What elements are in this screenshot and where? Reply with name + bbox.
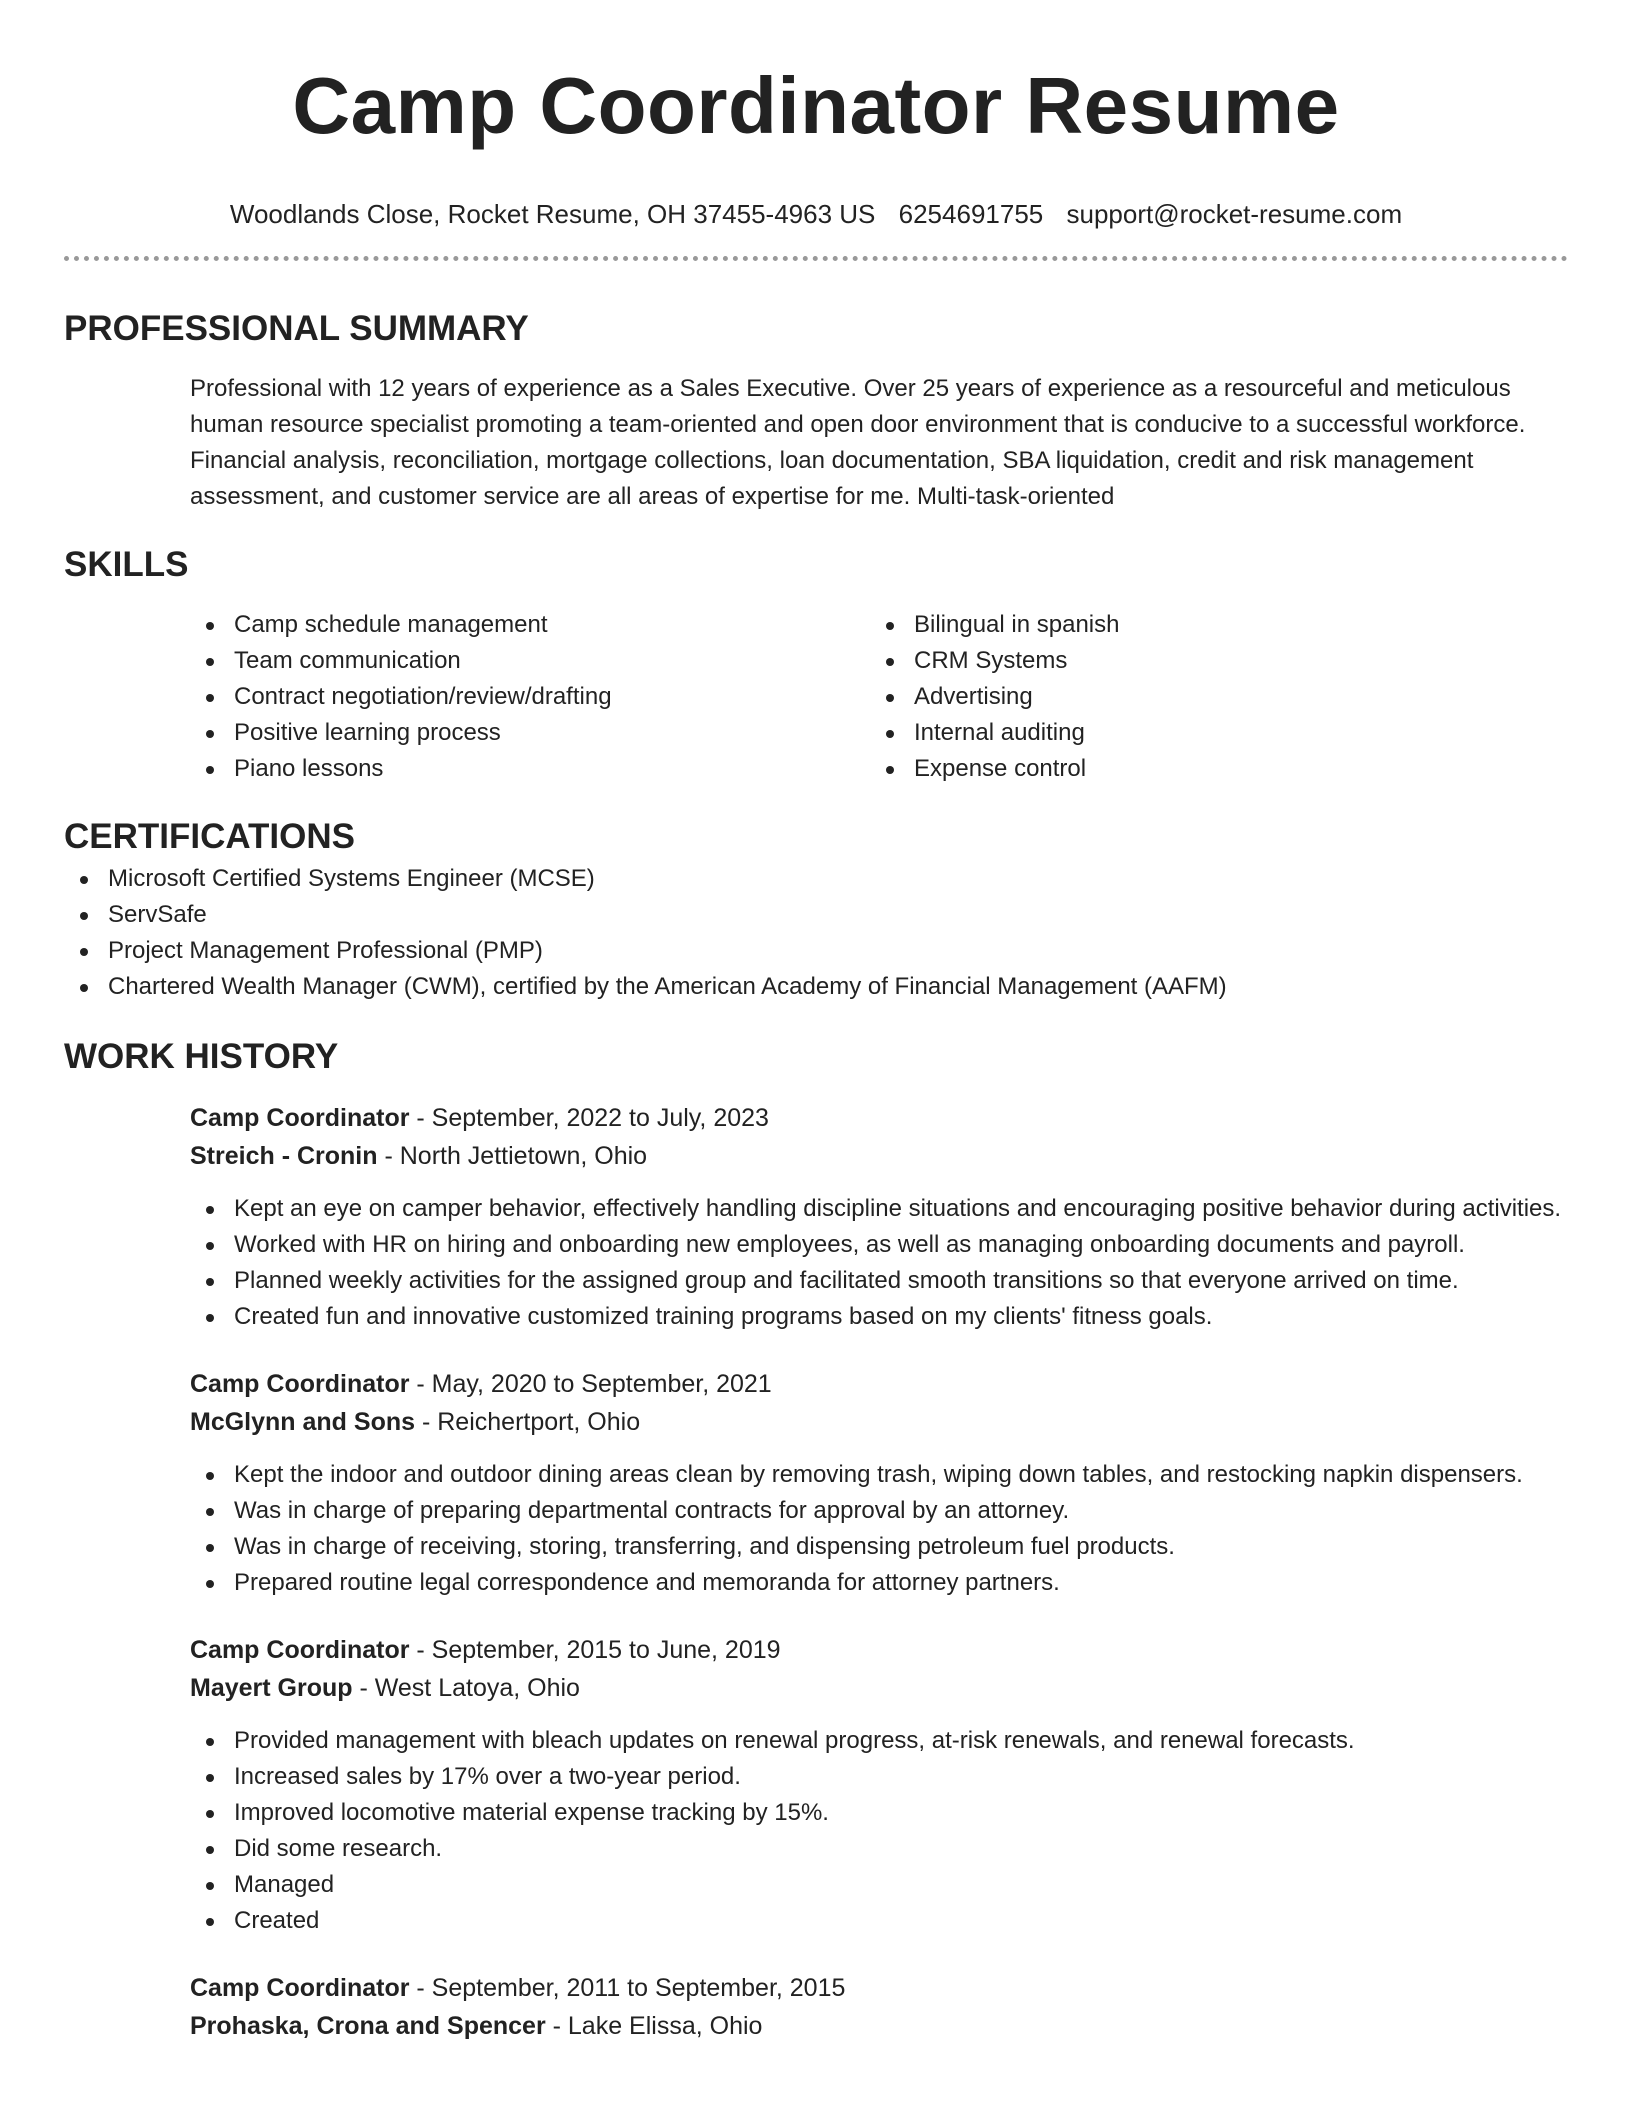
job-dates: - September, 2015 to June, 2019 — [409, 1636, 781, 1664]
job-duty: Kept an eye on camper behavior, effectively handling discipline situations and encouraging positive behavior during activities. — [190, 1191, 1568, 1227]
skill-item: Bilingual in spanish — [870, 607, 1550, 643]
job-entry — [190, 1969, 1568, 2045]
job-duty: Increased sales by 17% over a two-year period. — [190, 1759, 1568, 1795]
skills-column-left — [190, 607, 870, 787]
summary-heading: PROFESSIONAL SUMMARY — [64, 309, 529, 348]
job-title-line — [190, 1099, 1568, 1137]
certifications-heading: CERTIFICATIONS — [64, 817, 356, 856]
page-title: Camp Coordinator Resume — [292, 61, 1340, 150]
skill-item: Positive learning process — [190, 715, 870, 751]
job-dates: - May, 2020 to September, 2021 — [409, 1370, 772, 1398]
job-entry — [190, 1365, 1568, 1601]
job-company-line — [190, 1403, 1568, 1441]
certification-item: ServSafe — [64, 897, 1568, 933]
contact-address: Woodlands Close, Rocket Resume, OH 37455-4963 US — [229, 199, 876, 229]
job-title: Camp Coordinator — [190, 1974, 410, 2002]
skills-list — [190, 607, 1568, 787]
job-location: - Lake Elissa, Ohio — [545, 2012, 763, 2040]
job-duty: Provided management with bleach updates on renewal progress, at-risk renewals, and renewal forecasts. — [190, 1723, 1568, 1759]
job-dates: - September, 2011 to September, 2015 — [409, 1974, 846, 2002]
certification-item: Chartered Wealth Manager (CWM), certified by the American Academy of Financial Management (AAFM) — [64, 969, 1568, 1005]
header-divider — [64, 256, 1568, 261]
job-company-line — [190, 1137, 1568, 1175]
job-company-line — [190, 2007, 1568, 2045]
job-title-line — [190, 1969, 1568, 2007]
job-company: Prohaska, Crona and Spencer — [190, 2012, 546, 2040]
job-company: McGlynn and Sons — [190, 1408, 416, 1436]
summary-text: Professional with 12 years of experience as a Sales Executive. Over 25 years of experience as a resourceful and meticulous human resource specialist promoting a team-oriented and open door environment that is conducive to a successful workforce. Financial analysis, reconciliation, mortgage collections, loan documentation, SBA liquidation, credit and risk management assessment, and customer service are all areas of expertise for me. Multi-task-oriented — [190, 375, 1526, 510]
job-title: Camp Coordinator — [190, 1104, 410, 1132]
contact-phone: 6254691755 — [898, 199, 1044, 229]
job-entry — [190, 1099, 1568, 1335]
job-duty: Managed — [190, 1867, 1568, 1903]
job-entry — [190, 1631, 1568, 1939]
certifications-list — [64, 861, 1568, 1005]
job-duty: Was in charge of preparing departmental contracts for approval by an attorney. — [190, 1493, 1568, 1529]
job-company-line — [190, 1669, 1568, 1707]
job-duties — [190, 1457, 1568, 1601]
job-duty: Prepared routine legal correspondence and memoranda for attorney partners. — [190, 1565, 1568, 1601]
job-company: Mayert Group — [190, 1674, 353, 1702]
skill-item: Advertising — [870, 679, 1550, 715]
job-duty: Improved locomotive material expense tracking by 15%. — [190, 1795, 1568, 1831]
job-duties — [190, 1723, 1568, 1939]
skills-heading: SKILLS — [64, 545, 189, 584]
certification-item: Microsoft Certified Systems Engineer (MCSE) — [64, 861, 1568, 897]
job-duty: Worked with HR on hiring and onboarding new employees, as well as managing onboarding documents and payroll. — [190, 1227, 1568, 1263]
resume-page — [64, 0, 1568, 2045]
skill-item: Internal auditing — [870, 715, 1550, 751]
contact-line — [64, 196, 1568, 232]
job-title-line — [190, 1365, 1568, 1403]
job-location: - North Jettietown, Ohio — [377, 1142, 648, 1170]
job-title-line — [190, 1631, 1568, 1669]
job-duties — [190, 1191, 1568, 1335]
job-dates: - September, 2022 to July, 2023 — [409, 1104, 769, 1132]
skills-column-right — [870, 607, 1550, 787]
work-history-heading: WORK HISTORY — [64, 1037, 339, 1076]
job-location: - West Latoya, Ohio — [352, 1674, 580, 1702]
skill-item: CRM Systems — [870, 643, 1550, 679]
job-duty: Was in charge of receiving, storing, transferring, and dispensing petroleum fuel products. — [190, 1529, 1568, 1565]
job-duty: Created — [190, 1903, 1568, 1939]
skill-item: Camp schedule management — [190, 607, 870, 643]
job-duty: Kept the indoor and outdoor dining areas clean by removing trash, wiping down tables, and restocking napkin dispensers. — [190, 1457, 1568, 1493]
job-duty: Created fun and innovative customized training programs based on my clients' fitness goals. — [190, 1299, 1568, 1335]
skill-item: Expense control — [870, 751, 1550, 787]
contact-email: support@rocket-resume.com — [1066, 199, 1403, 229]
job-duty: Planned weekly activities for the assigned group and facilitated smooth transitions so that everyone arrived on time. — [190, 1263, 1568, 1299]
job-duty: Did some research. — [190, 1831, 1568, 1867]
job-company: Streich - Cronin — [190, 1142, 378, 1170]
skill-item: Team communication — [190, 643, 870, 679]
job-title: Camp Coordinator — [190, 1370, 410, 1398]
job-title: Camp Coordinator — [190, 1636, 410, 1664]
certification-item: Project Management Professional (PMP) — [64, 933, 1568, 969]
skill-item: Piano lessons — [190, 751, 870, 787]
skill-item: Contract negotiation/review/drafting — [190, 679, 870, 715]
job-location: - Reichertport, Ohio — [415, 1408, 641, 1436]
